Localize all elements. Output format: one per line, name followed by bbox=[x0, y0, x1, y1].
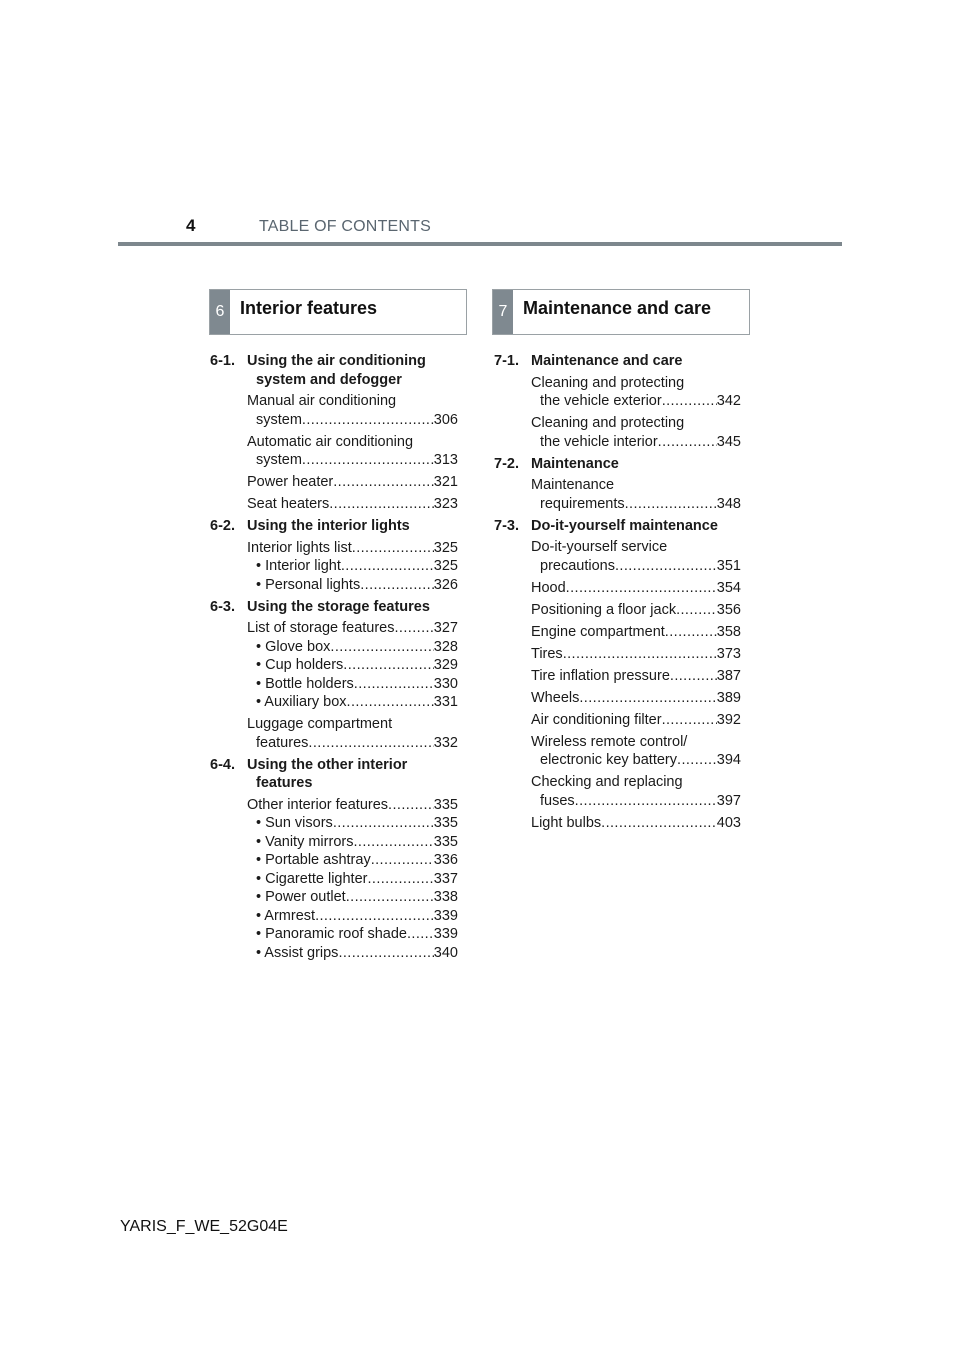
toc-group-title-line: Using the storage features bbox=[247, 598, 430, 615]
toc-entry-label: Seat heaters bbox=[247, 496, 330, 512]
toc-entry-block bbox=[247, 539, 458, 595]
toc-entry-label: Other interior features bbox=[247, 796, 389, 813]
dot-leader bbox=[615, 557, 717, 576]
toc-entry-line bbox=[531, 623, 741, 642]
toc-entry-text bbox=[531, 623, 741, 642]
toc-group-heading[interactable] bbox=[210, 352, 458, 389]
toc-entry-line bbox=[531, 495, 741, 514]
toc-entry-block bbox=[531, 414, 741, 451]
toc-group-heading[interactable] bbox=[210, 598, 458, 617]
toc-entry-line bbox=[531, 751, 741, 770]
toc-entry[interactable] bbox=[247, 495, 458, 514]
toc-group bbox=[210, 598, 458, 753]
toc-entry-text bbox=[531, 374, 741, 411]
toc-page-number: 332 bbox=[433, 734, 458, 751]
toc-subentry[interactable] bbox=[247, 693, 458, 712]
toc-entry-line bbox=[247, 619, 458, 638]
page-number: 4 bbox=[186, 216, 196, 235]
toc-entry-label: Light bulbs bbox=[531, 814, 602, 831]
toc-entry-block bbox=[531, 601, 741, 620]
toc-subentry[interactable] bbox=[247, 576, 458, 595]
toc-entry-text bbox=[247, 473, 458, 492]
toc-page-number: 394 bbox=[716, 752, 741, 768]
dot-leader bbox=[677, 751, 717, 770]
toc-page-number: 348 bbox=[716, 495, 741, 512]
toc-subentry-label: • Interior light bbox=[256, 558, 341, 574]
dot-leader bbox=[662, 711, 717, 730]
toc-entry-block bbox=[531, 711, 741, 730]
toc-entry-line: Do-it-yourself service bbox=[531, 539, 668, 555]
toc-entry-text bbox=[531, 601, 741, 620]
toc-entry-text bbox=[531, 773, 741, 810]
dot-leader bbox=[333, 473, 434, 492]
toc-entry[interactable] bbox=[531, 579, 741, 598]
dot-leader bbox=[302, 411, 434, 430]
toc-entry-label: the vehicle interior bbox=[540, 433, 658, 450]
toc-subentry-label: • Glove box bbox=[256, 638, 331, 655]
toc-page-number: 403 bbox=[716, 814, 741, 831]
toc-entry-label: Power heater bbox=[247, 474, 334, 490]
toc-entry-line bbox=[247, 411, 458, 430]
toc-subentry-label: • Cigarette lighter bbox=[256, 870, 368, 887]
toc-subentry[interactable] bbox=[247, 557, 458, 576]
tab-title: Maintenance and care bbox=[523, 297, 712, 318]
toc-entry-line bbox=[247, 539, 458, 558]
toc-group-title bbox=[247, 598, 458, 617]
toc-entry[interactable] bbox=[531, 476, 741, 513]
toc-entry-line: Maintenance bbox=[531, 477, 615, 493]
section-tab-7[interactable] bbox=[492, 289, 750, 335]
toc-group bbox=[210, 517, 458, 594]
toc-entry-block bbox=[531, 733, 741, 770]
toc-group-number: 6-3. bbox=[210, 598, 235, 615]
toc-page-number: 335 bbox=[433, 815, 458, 831]
toc-subentry[interactable] bbox=[247, 907, 458, 926]
toc-entry-line bbox=[531, 392, 741, 411]
toc-page-number: 306 bbox=[433, 411, 458, 428]
toc-page-number: 328 bbox=[433, 638, 458, 655]
toc-group-heading[interactable] bbox=[494, 517, 741, 536]
dot-leader bbox=[601, 814, 717, 833]
toc-subentry[interactable] bbox=[247, 675, 458, 694]
toc-entry-line: Wireless remote control/ bbox=[531, 733, 688, 750]
toc-subentry-label: • Vanity mirrors bbox=[256, 833, 354, 850]
toc-page-number: 330 bbox=[433, 675, 458, 692]
dot-leader bbox=[315, 907, 434, 926]
toc-page-number: 329 bbox=[433, 657, 458, 673]
toc-page-number: 397 bbox=[716, 792, 741, 809]
toc-page-number: 387 bbox=[716, 667, 741, 684]
running-header: TABLE OF CONTENTS bbox=[259, 218, 432, 235]
toc-group bbox=[210, 756, 458, 963]
dot-leader bbox=[670, 667, 717, 686]
toc-entry-line bbox=[531, 557, 741, 576]
toc-group bbox=[494, 352, 741, 451]
toc-page-number: 337 bbox=[433, 870, 458, 887]
toc-group-title bbox=[531, 455, 741, 474]
toc-subentry-label: • Auxiliary box bbox=[256, 694, 347, 710]
toc-entry-block bbox=[247, 619, 458, 712]
toc-group-title bbox=[531, 517, 741, 536]
toc-entry[interactable] bbox=[531, 645, 741, 664]
toc-page-number: 331 bbox=[433, 694, 458, 710]
toc-entry-text bbox=[531, 733, 741, 770]
toc-entry-line bbox=[531, 645, 741, 664]
toc-entry-line bbox=[531, 433, 741, 452]
toc-group-number: 6-2. bbox=[210, 518, 235, 534]
toc-entry-label: Air conditioning filter bbox=[531, 711, 662, 728]
toc-entry[interactable] bbox=[247, 539, 458, 558]
toc-page-number: 392 bbox=[716, 711, 741, 728]
toc-entry-label: system bbox=[256, 452, 302, 468]
toc-entry-block bbox=[531, 689, 741, 708]
toc-page-number: 358 bbox=[716, 623, 741, 640]
toc-group-title-line: Using the interior lights bbox=[247, 518, 410, 534]
toc-entry-label: List of storage features bbox=[247, 620, 395, 636]
toc-entry-label: fuses bbox=[540, 792, 575, 809]
toc-entry-label: precautions bbox=[540, 557, 615, 574]
toc-entry-line bbox=[247, 796, 458, 815]
toc-entry-block bbox=[247, 495, 458, 514]
header-rule bbox=[118, 242, 842, 246]
toc-subentry[interactable] bbox=[247, 656, 458, 675]
toc-group bbox=[494, 517, 741, 833]
toc-subentry-label: • Armrest bbox=[256, 907, 316, 924]
toc-entry[interactable] bbox=[531, 814, 741, 833]
dot-leader bbox=[662, 392, 717, 411]
toc-page-number: 323 bbox=[433, 496, 458, 512]
toc-group-number: 6-1. bbox=[210, 353, 235, 369]
toc-entry-block bbox=[247, 473, 458, 492]
toc-subentry-label: • Cup holders bbox=[256, 657, 344, 673]
toc-page-number: 325 bbox=[433, 558, 458, 574]
toc-group-heading[interactable] bbox=[210, 756, 458, 793]
toc-group-number: 7-1. bbox=[494, 353, 519, 369]
toc-page-number: 339 bbox=[433, 907, 458, 924]
document-code: YARIS_F_WE_52G04E bbox=[120, 1218, 288, 1235]
dot-leader bbox=[367, 870, 433, 889]
dot-leader bbox=[333, 814, 434, 833]
toc-entry-label: Tires bbox=[531, 645, 563, 662]
toc-subentry[interactable] bbox=[247, 833, 458, 852]
toc-subentry[interactable] bbox=[247, 944, 458, 963]
toc-entry[interactable] bbox=[531, 414, 741, 451]
toc-entry-label: Tire inflation pressure bbox=[531, 667, 670, 684]
toc-entry-block bbox=[247, 796, 458, 963]
dot-leader bbox=[371, 851, 434, 870]
toc-entry[interactable] bbox=[247, 796, 458, 815]
toc-group-title-line: Using the air conditioning bbox=[247, 353, 426, 369]
toc-entry[interactable] bbox=[531, 773, 741, 810]
dot-leader bbox=[330, 638, 433, 657]
toc-group-heading[interactable] bbox=[210, 517, 458, 536]
toc-subentry-label: • Portable ashtray bbox=[256, 852, 371, 868]
toc-subentry[interactable] bbox=[247, 925, 458, 944]
toc-entry-text bbox=[247, 619, 458, 638]
toc-group-title-line: system and defogger bbox=[256, 371, 402, 388]
dot-leader bbox=[407, 925, 434, 944]
toc-group-heading[interactable] bbox=[494, 455, 741, 474]
dot-leader bbox=[308, 734, 433, 753]
dot-leader bbox=[338, 944, 433, 963]
toc-entry-text bbox=[531, 667, 741, 686]
section-tab-6[interactable] bbox=[209, 289, 467, 335]
toc-entry-text bbox=[531, 538, 741, 575]
toc-subentry[interactable] bbox=[247, 638, 458, 657]
toc-entry-line bbox=[247, 473, 458, 492]
toc-entry[interactable] bbox=[247, 433, 458, 470]
toc-page-number: 313 bbox=[433, 452, 458, 468]
toc-entry-text bbox=[247, 796, 458, 815]
toc-entry-label: requirements bbox=[540, 495, 625, 512]
toc-entry[interactable] bbox=[531, 711, 741, 730]
toc-group bbox=[210, 352, 458, 514]
dot-leader bbox=[395, 619, 434, 638]
toc-page-number: 389 bbox=[716, 689, 741, 706]
toc-page-number: 340 bbox=[433, 944, 458, 961]
toc-entry-line bbox=[531, 711, 741, 730]
toc-entry-line bbox=[531, 579, 741, 598]
toc-entry-line bbox=[531, 667, 741, 686]
toc-entry-line: Luggage compartment bbox=[247, 716, 393, 732]
toc-entry-line bbox=[247, 451, 458, 470]
toc-entry-block bbox=[531, 773, 741, 810]
toc-entry-text bbox=[247, 392, 458, 429]
toc-entry[interactable] bbox=[531, 667, 741, 686]
dot-leader bbox=[625, 495, 717, 514]
toc-entry-line bbox=[531, 689, 741, 708]
tab-number: 6 bbox=[210, 290, 230, 334]
toc-group-title-line: Do-it-yourself maintenance bbox=[531, 517, 718, 534]
toc-page-number: 327 bbox=[433, 620, 458, 636]
toc-entry[interactable] bbox=[531, 374, 741, 411]
toc-entry-text bbox=[531, 814, 741, 833]
toc-entry-label: features bbox=[256, 734, 309, 751]
toc-entry-block bbox=[531, 476, 741, 513]
toc-entry[interactable] bbox=[531, 733, 741, 770]
dot-leader bbox=[347, 693, 434, 712]
toc-entry-label: Hood bbox=[531, 579, 566, 596]
dot-leader bbox=[658, 433, 717, 452]
toc-group-number: 6-4. bbox=[210, 756, 235, 773]
toc-entry-line bbox=[531, 814, 741, 833]
toc-group-heading[interactable] bbox=[494, 352, 741, 371]
dot-leader bbox=[676, 601, 717, 620]
toc-subentry-label: • Assist grips bbox=[256, 944, 339, 961]
toc-entry-text bbox=[531, 711, 741, 730]
toc-subentry[interactable] bbox=[247, 814, 458, 833]
toc-entry-label: Interior lights list bbox=[247, 539, 352, 556]
toc-subentry[interactable] bbox=[247, 888, 458, 907]
toc-entry-line bbox=[531, 792, 741, 811]
toc-subentry[interactable] bbox=[247, 870, 458, 889]
toc-entry-block bbox=[247, 715, 458, 752]
toc-entry-block bbox=[531, 645, 741, 664]
dot-leader bbox=[575, 792, 717, 811]
toc-entry[interactable] bbox=[531, 689, 741, 708]
dot-leader bbox=[388, 796, 434, 815]
tab-title: Interior features bbox=[240, 297, 378, 318]
toc-entry[interactable] bbox=[247, 619, 458, 638]
tab-number: 7 bbox=[493, 290, 513, 334]
toc-entry-label: system bbox=[256, 411, 302, 428]
toc-group-title bbox=[247, 517, 458, 536]
dot-leader bbox=[329, 495, 434, 514]
toc-group-title-line: features bbox=[256, 775, 313, 791]
toc-page-number: 339 bbox=[433, 926, 458, 942]
dot-leader bbox=[353, 833, 433, 852]
toc-page-number: 351 bbox=[716, 557, 741, 574]
toc-subentry-label: • Bottle holders bbox=[256, 675, 354, 692]
toc-entry[interactable] bbox=[531, 538, 741, 575]
toc-entry-block bbox=[531, 538, 741, 575]
toc-page-number: 342 bbox=[716, 393, 741, 409]
toc-entry-text bbox=[531, 645, 741, 664]
toc-entry-text bbox=[247, 495, 458, 514]
toc-entry-line: Cleaning and protecting bbox=[531, 374, 685, 391]
toc-entry-text bbox=[531, 414, 741, 451]
toc-group-title-line: Using the other interior bbox=[247, 756, 408, 773]
toc-entry-block bbox=[531, 374, 741, 411]
toc-entry-label: Wheels bbox=[531, 689, 580, 706]
dot-leader bbox=[563, 645, 717, 664]
toc-entry-line: Checking and replacing bbox=[531, 774, 683, 790]
toc-page-number: 336 bbox=[433, 852, 458, 868]
toc-group-title bbox=[531, 352, 741, 371]
dot-leader bbox=[579, 689, 716, 708]
toc-entry-text bbox=[531, 689, 741, 708]
toc-entry-block bbox=[247, 433, 458, 470]
toc-entry[interactable] bbox=[247, 392, 458, 429]
toc-entry-text bbox=[247, 539, 458, 558]
toc-entry-label: the vehicle exterior bbox=[540, 393, 662, 409]
toc-page-number: 335 bbox=[433, 796, 458, 813]
toc-entry-line bbox=[531, 601, 741, 620]
toc-subentry-label: • Sun visors bbox=[256, 815, 333, 831]
toc-group-title-line: Maintenance bbox=[531, 455, 619, 472]
toc-entry[interactable] bbox=[247, 715, 458, 752]
toc-entry-line: Automatic air conditioning bbox=[247, 433, 414, 450]
toc-entry-block bbox=[531, 814, 741, 833]
toc-subentry-label: • Power outlet bbox=[256, 889, 346, 905]
toc-subentry-label: • Panoramic roof shade bbox=[256, 926, 407, 942]
toc-page-number: 373 bbox=[716, 645, 741, 662]
toc-entry-line: Cleaning and protecting bbox=[531, 415, 685, 431]
toc-page-number: 338 bbox=[433, 889, 458, 905]
toc-entry-label: Engine compartment bbox=[531, 623, 665, 640]
toc-group bbox=[494, 455, 741, 514]
toc-entry-text bbox=[247, 715, 458, 752]
toc-column-right bbox=[494, 352, 741, 836]
dot-leader bbox=[343, 656, 434, 675]
dot-leader bbox=[665, 623, 717, 642]
toc-entry[interactable] bbox=[531, 601, 741, 620]
dot-leader bbox=[566, 579, 717, 598]
toc-entry-text bbox=[531, 579, 741, 598]
dot-leader bbox=[352, 539, 434, 558]
dot-leader bbox=[360, 576, 434, 595]
toc-entry-label: electronic key battery bbox=[540, 752, 678, 768]
toc-group-title bbox=[247, 352, 458, 389]
toc-entry-block bbox=[531, 579, 741, 598]
toc-entry-block bbox=[531, 623, 741, 642]
dot-leader bbox=[346, 888, 434, 907]
dot-leader bbox=[354, 675, 434, 694]
toc-group-number: 7-2. bbox=[494, 455, 519, 472]
toc-column-left bbox=[210, 352, 458, 966]
toc-entry-text bbox=[531, 476, 741, 513]
toc-page-number: 356 bbox=[716, 601, 741, 618]
toc-group-title-line: Maintenance and care bbox=[531, 353, 683, 369]
toc-entry-line: Manual air conditioning bbox=[247, 393, 397, 409]
toc-subentry-label: • Personal lights bbox=[256, 576, 361, 593]
toc-page-number: 321 bbox=[433, 474, 458, 490]
toc-page-number: 345 bbox=[716, 433, 741, 450]
toc-entry-line bbox=[247, 734, 458, 753]
toc-entry-block bbox=[247, 392, 458, 429]
toc-entry[interactable] bbox=[247, 473, 458, 492]
toc-page-number: 326 bbox=[433, 576, 458, 593]
dot-leader bbox=[341, 557, 434, 576]
toc-entry-block bbox=[531, 667, 741, 686]
dot-leader bbox=[302, 451, 434, 470]
toc-group-title bbox=[247, 756, 458, 793]
toc-entry-line bbox=[247, 495, 458, 514]
toc-page-number: 325 bbox=[433, 539, 458, 556]
toc-page-number: 335 bbox=[433, 833, 458, 850]
toc-entry-label: Positioning a floor jack bbox=[531, 601, 677, 618]
toc-group-number: 7-3. bbox=[494, 517, 519, 534]
toc-entry[interactable] bbox=[531, 623, 741, 642]
toc-page-number: 354 bbox=[716, 579, 741, 596]
toc-entry-text bbox=[247, 433, 458, 470]
toc-subentry[interactable] bbox=[247, 851, 458, 870]
